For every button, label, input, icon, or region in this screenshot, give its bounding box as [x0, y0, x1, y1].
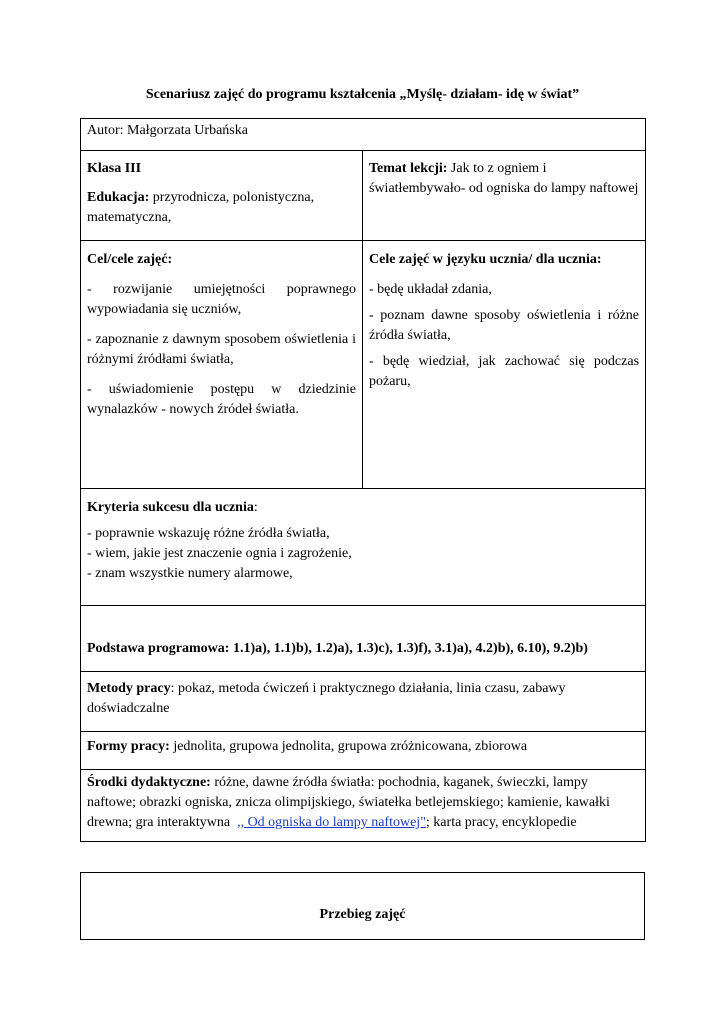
- class-topic-row: [81, 151, 646, 241]
- lesson-plan-table: [80, 118, 646, 842]
- forms-row: [81, 732, 646, 770]
- author-row: [81, 119, 646, 151]
- criteria-colon: :: [253, 500, 258, 515]
- education-label: Edukacja:: [87, 190, 150, 205]
- methods-label: Metody pracy: [87, 681, 171, 696]
- methods-value: : pokaz, metoda ćwiczeń i praktycznego działania, linia czasu, zabawy doświadczalne: [87, 681, 566, 716]
- criteria-item: - znam wszystkie numery alarmowe,: [87, 566, 293, 581]
- topic-value: Jak to z ogniem i światłembywało- od ogniska do lampy naftowej: [369, 161, 639, 196]
- lesson-flow-box: [80, 872, 645, 940]
- criteria-item: - poprawnie wskazuję różne źródła światła,: [87, 526, 330, 541]
- goal-item: - zapoznanie z dawnym sposobem oświetlenia i różnymi źródłami światła,: [87, 332, 356, 367]
- author-text: Autor: Małgorzata Urbańska: [87, 123, 248, 138]
- methods-text: [87, 679, 639, 719]
- criteria-item: - wiem, jakie jest znaczenie ognia i zagrożenie,: [87, 546, 352, 561]
- education-text: [87, 188, 356, 228]
- forms-text: [87, 737, 639, 757]
- class-label: Klasa III: [87, 161, 142, 176]
- curriculum-row: [81, 606, 646, 672]
- forms-label: Formy pracy:: [87, 739, 170, 754]
- lesson-flow-heading: Przebieg zajęć: [319, 907, 406, 922]
- student-goal-item: - będę wiedział, jak zachować się podczas pożaru,: [369, 354, 640, 389]
- teaching-aids-row: [81, 770, 646, 842]
- teaching-aids-end: ; karta pracy, encyklopedie: [425, 815, 577, 830]
- curriculum-text: Podstawa programowa: 1.1)a), 1.1)b), 1.2)a), 1.3)c), 1.3)f), 3.1)a), 4.2)b), 6.10), 9.2)b): [87, 641, 588, 656]
- teaching-aids-value: różne, dawne źródła światła: pochodnia, kaganek, świeczki, lampy naftowe; obrazki ogniska, znicza olimpijskiego, światełka betlejemskiego; kamienie, kawałki drewna; gra interaktywna: [87, 775, 610, 830]
- success-criteria-row: [81, 489, 646, 606]
- interactive-game-link[interactable]: ,, Od ogniska do lampy naftowej": [237, 815, 426, 830]
- teaching-aids-text: [87, 773, 639, 833]
- student-goal-item: - będę układał zdania,: [369, 282, 492, 297]
- document-title: Scenariusz zajęć do programu kształcenia „Myślę- działam- idę w świat”: [145, 87, 580, 102]
- education-value: przyrodnicza, polonistyczna, matematyczna,: [87, 190, 315, 225]
- topic-label: Temat lekcji:: [369, 161, 448, 176]
- teaching-aids-label: Środki dydaktyczne:: [87, 775, 211, 790]
- goal-item: - uświadomienie postępu w dziedzinie wynalazków - nowych źródeł światła.: [87, 382, 356, 417]
- methods-row: [81, 672, 646, 732]
- goals-row: [81, 241, 646, 489]
- goals-heading: Cel/cele zajęć:: [87, 252, 173, 267]
- criteria-label: Kryteria sukcesu dla ucznia: [87, 500, 254, 515]
- student-goals-heading: Cele zajęć w języku ucznia/ dla ucznia:: [369, 252, 602, 267]
- criteria-heading: [87, 498, 639, 518]
- student-goal-item: - poznam dawne sposoby oświetlenia i różne źródła światła,: [369, 308, 640, 343]
- forms-value: jednolita, grupowa jednolita, grupowa zróżnicowana, zbiorowa: [173, 739, 528, 754]
- topic-text: [369, 159, 639, 199]
- goal-item: - rozwijanie umiejętności poprawnego wypowiadania się uczniów,: [87, 282, 356, 317]
